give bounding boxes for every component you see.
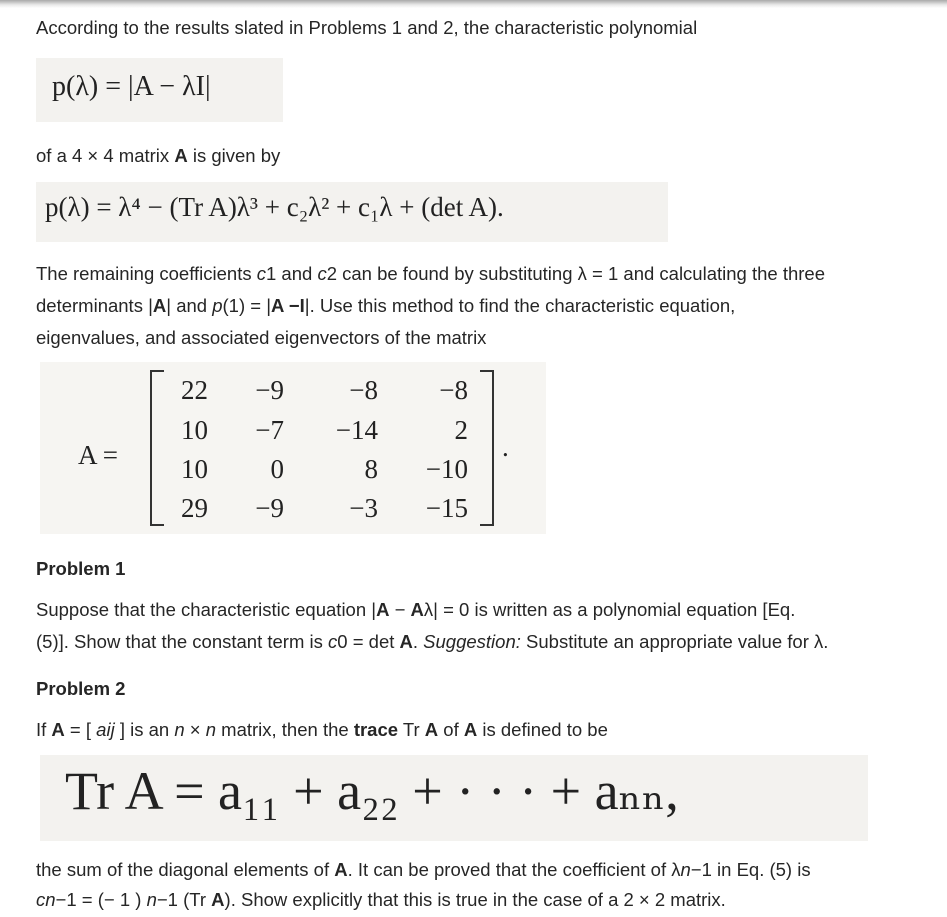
problem-1-line-2: (5)]. Show that the constant term is c0 = det A. Suggestion: Substitute an appropriate value for λ. xyxy=(36,631,829,652)
characteristic-polynomial-equation-image: p(λ) = |A − λI| xyxy=(36,58,283,122)
matrix-label: A = xyxy=(78,440,118,470)
top-shadow-bar xyxy=(0,0,947,8)
problem-2-line-3: cn−1 = (− 1 ) n−1 (Tr A). Show explicitly that this is true in the case of a 2 × 2 matrix. xyxy=(36,889,726,910)
matrix-cell: 2 xyxy=(454,415,468,445)
intro-line-1: According to the results slated in Problems 1 and 2, the characteristic polynomial xyxy=(36,17,698,38)
matrix-cell: 29 xyxy=(181,493,208,523)
matrix-cell: −15 xyxy=(425,493,468,523)
matrix-cell: −9 xyxy=(255,493,284,523)
matrix-cell: 8 xyxy=(364,454,378,484)
matrix-cell: −7 xyxy=(255,415,284,445)
matrix-cell: −9 xyxy=(255,375,284,405)
paragraph-line-1: The remaining coefficients c1 and c2 can be found by substituting λ = 1 and calculating the three xyxy=(36,263,825,284)
trace-definition-equation-image: Tr A = a₁₁ + a₂₂ + · · · + aₙₙ, xyxy=(40,755,868,841)
matrix-cell: 0 xyxy=(270,454,284,484)
intro-line-2: of a 4 × 4 matrix A is given by xyxy=(36,145,281,166)
matrix-cell: 10 xyxy=(181,415,208,445)
problem-1-heading: Problem 1 xyxy=(36,558,126,579)
matrix-cell: −10 xyxy=(425,454,468,484)
paragraph-line-3: eigenvalues, and associated eigenvectors of the matrix xyxy=(36,327,487,348)
matrix-right-bracket xyxy=(480,370,494,526)
matrix-cell: −8 xyxy=(439,375,468,405)
polynomial-expansion-equation-image: p(λ) = λ⁴ − (Tr A)λ³ + c₂λ² + c₁λ + (det A). xyxy=(36,182,668,242)
matrix-period: . xyxy=(502,432,509,462)
matrix-a-image xyxy=(40,362,546,534)
matrix-cell: 10 xyxy=(181,454,208,484)
matrix-cell: −8 xyxy=(349,375,378,405)
problem-1-line-1: Suppose that the characteristic equation |A − Aλ| = 0 is written as a polynomial equation [Eq. xyxy=(36,599,796,620)
matrix-cell: −3 xyxy=(349,493,378,523)
problem-2-line-1: If A = [ aij ] is an n × n matrix, then the trace Tr A of A is defined to be xyxy=(36,719,608,740)
matrix-cell: −14 xyxy=(335,415,378,445)
problem-2-line-2: the sum of the diagonal elements of A. It can be proved that the coefficient of λn−1 in Eq. (5) is xyxy=(36,859,811,880)
problem-2-heading: Problem 2 xyxy=(36,678,126,699)
matrix-cell: 22 xyxy=(181,375,208,405)
paragraph-line-2: determinants |A| and p(1) = |A −I|. Use this method to find the characteristic equation, xyxy=(36,295,736,316)
